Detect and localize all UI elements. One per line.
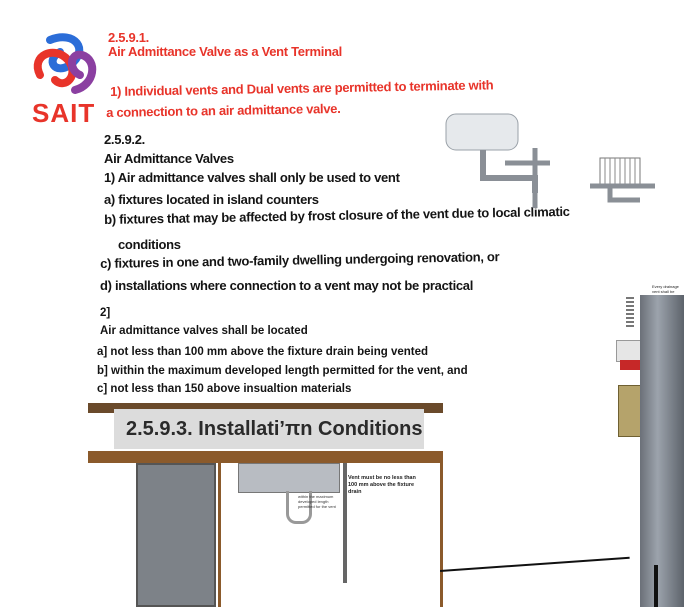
section-2-sub-line-4: c] not less than 150 above insualtion materials [97,383,352,395]
section-3-banner [114,409,424,449]
cabinet-left [136,463,216,607]
vent-pipe [343,463,347,583]
section-1-title: Air Admittance Valve as a Vent Terminal [108,44,342,59]
appliance-illustration [600,265,684,607]
sait-logo [30,30,100,128]
section-2-sub-line-2: a] not less than 100 mm above the fixture drain being vented [97,346,429,358]
vent-tube [616,340,642,362]
countertop [88,451,443,463]
appliance-side [640,295,684,607]
section-2-line-2: a) fixtures located in island counters [104,192,319,207]
wall-vent-grille [626,297,634,327]
air-admittance-valve-illustration [440,108,670,218]
sait-knot-icon [30,30,100,100]
section-2-sub-line-3: b] within the maximum developed length permitted for the vent, and [97,365,468,377]
air-admittance-valve-body [618,385,642,437]
section-2-number: 2.5.9.2. [104,132,145,147]
section-2-line-4: conditions [118,237,181,252]
section-1-item-1-line2: a connection to an air admittance valve. [106,100,341,120]
section-2-line-5: c) fixtures in one and two-family dwelling undergoing renovation, or [100,249,500,271]
sait-logo-text: SAIT [32,98,96,128]
vent-note: Vent must be no less than 100 mm above the fixture drain [348,475,416,496]
section-2-title: Air Admittance Valves [104,151,234,166]
section-1-number: 2.5.9.1. [108,30,149,45]
section-3-title: 2.5.9.3. Installati’πn Conditions [126,417,423,440]
developed-length-note: within the maximum developed length permitted for the vent [298,494,336,509]
appliance-foot [654,565,658,607]
section-2-line-3: b) fixtures that may be affected by frost closure of the vent due to local climatic [104,203,570,227]
red-collar [620,360,640,370]
section-2-sub-line-1: Air admittance valves shall be located [100,325,308,337]
section-2-line-6: d) installations where connection to a vent may not be practical [100,278,474,293]
section-1-item-1-line1: 1) Individual vents and Dual vents are permitted to terminate with [110,77,494,99]
section-2-sub-number: 2] [100,307,111,319]
section-2-line-1: 1) Air admittance valves shall only be used to vent [104,170,400,185]
corner-note: Every drainage vent shall be [652,284,679,294]
